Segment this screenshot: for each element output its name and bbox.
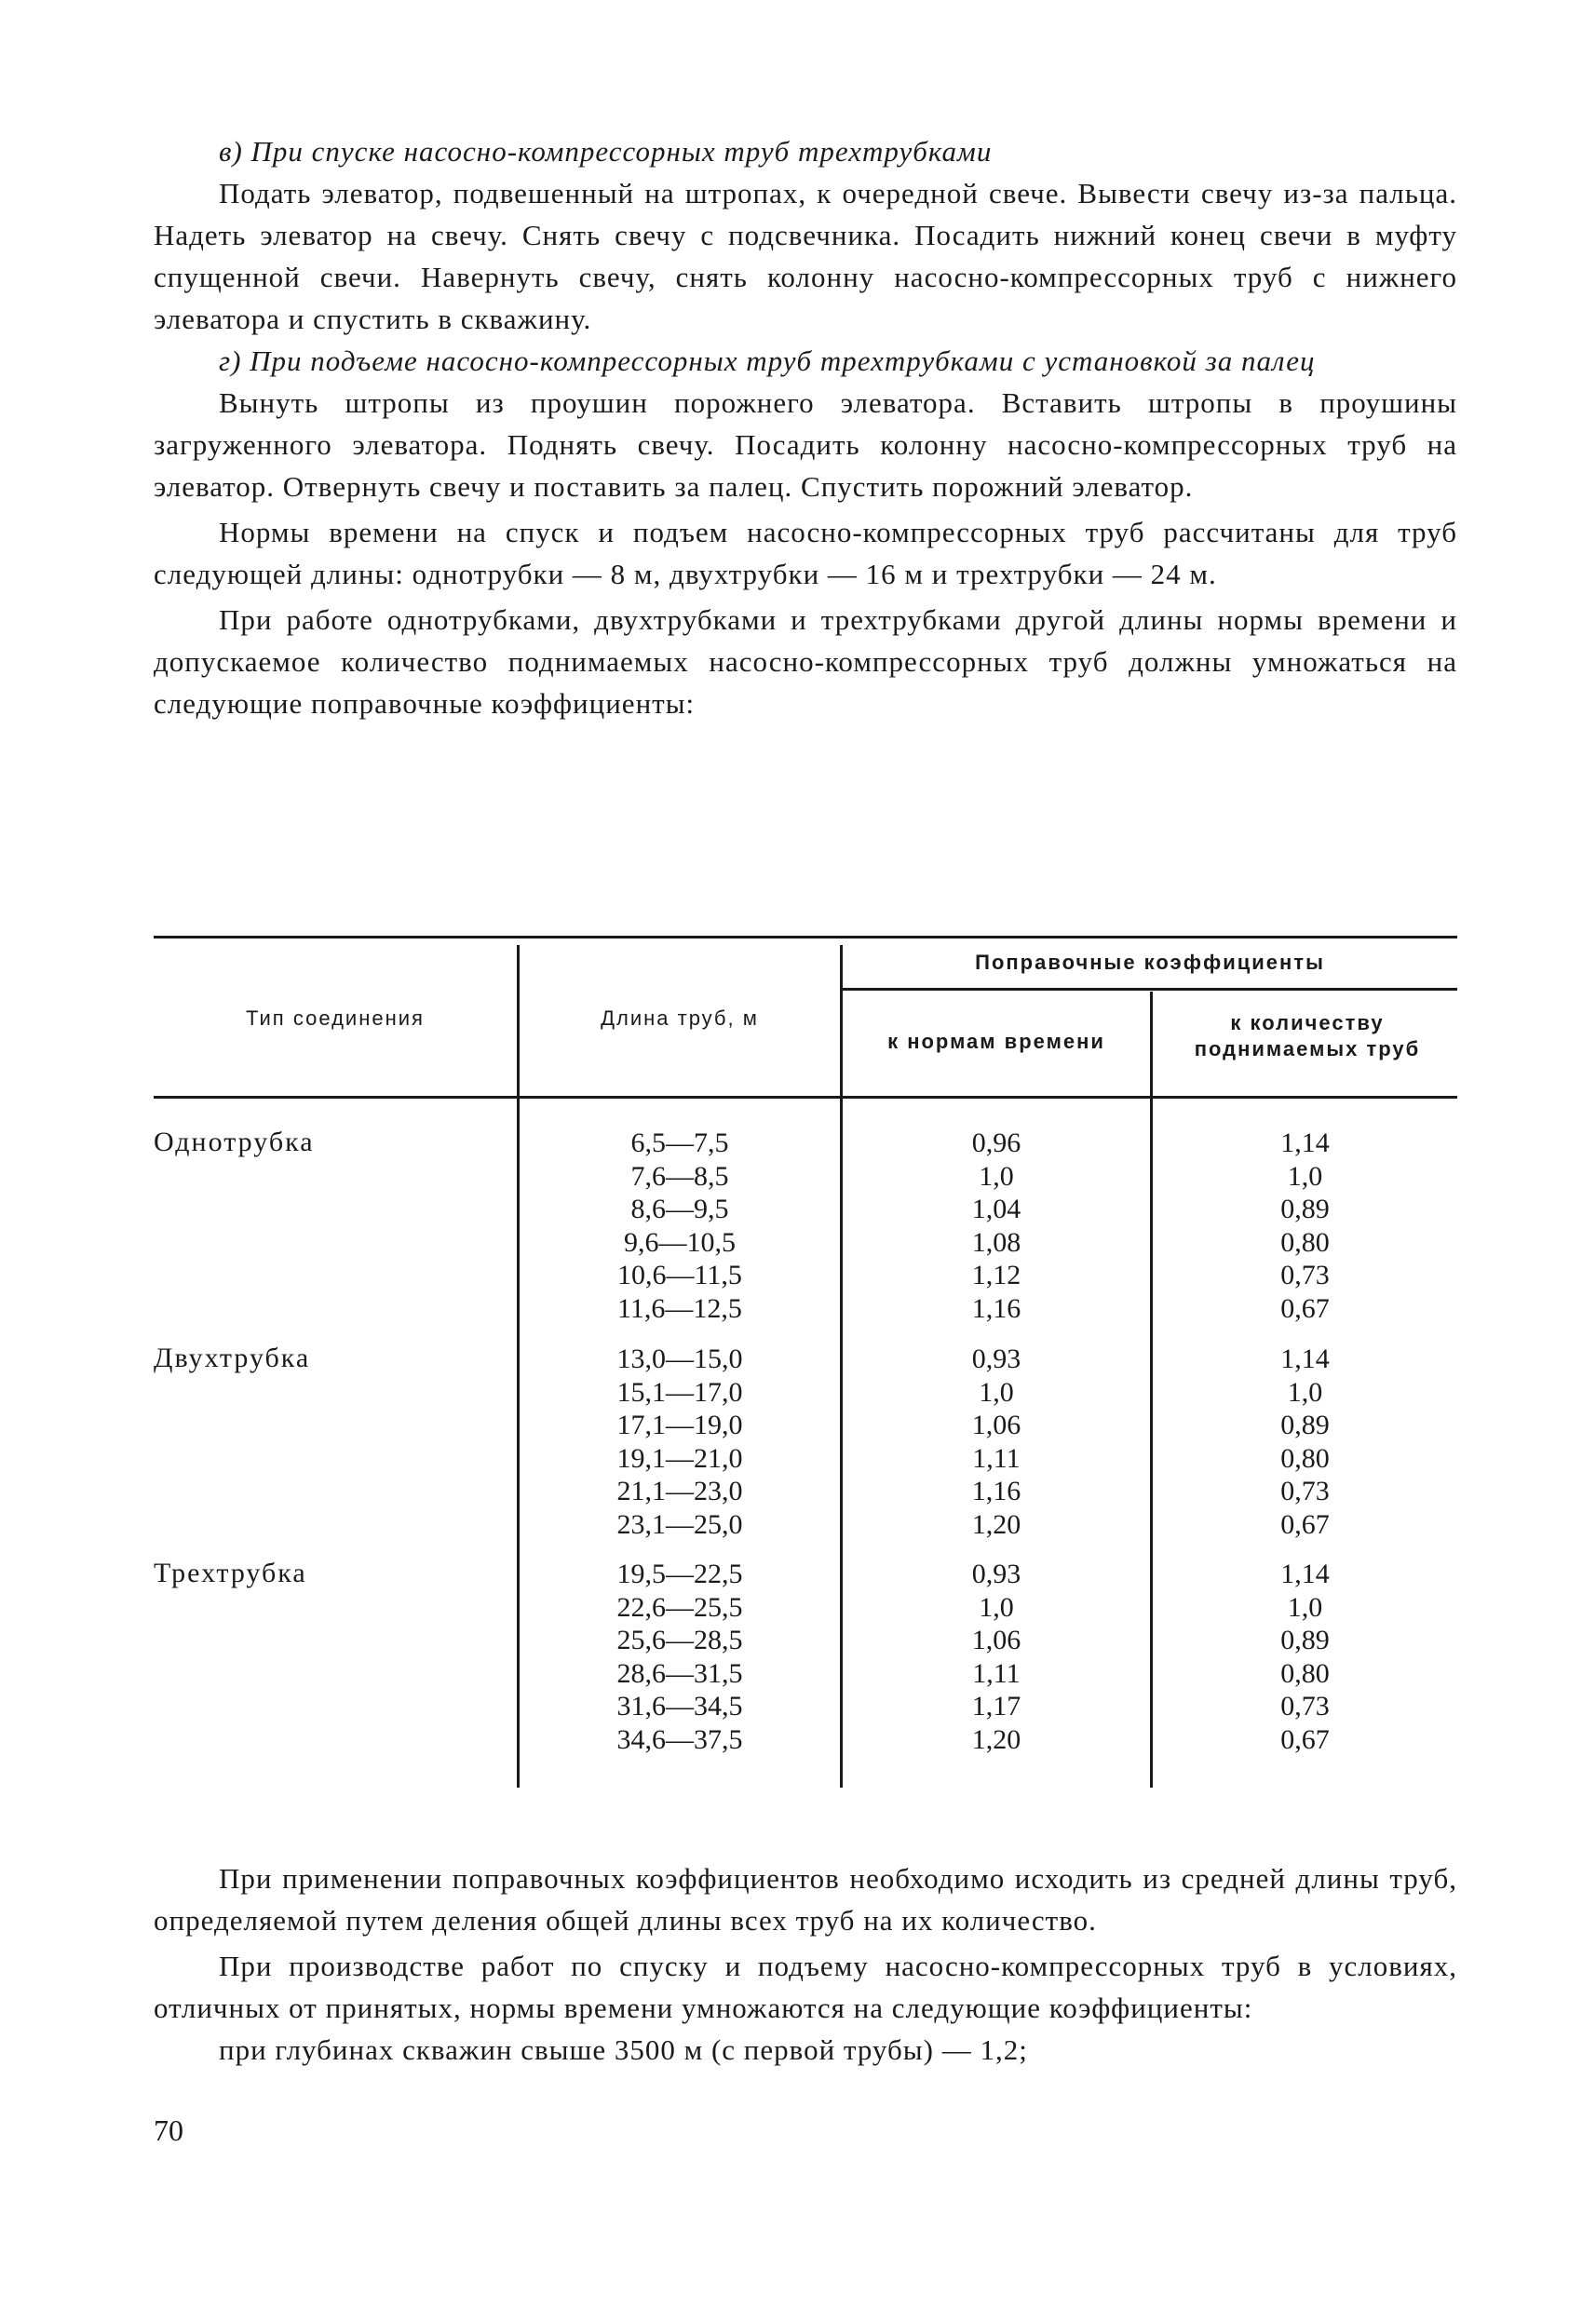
table-cell: 9,6—10,5 <box>624 1226 736 1258</box>
table-cell: 28,6—31,5 <box>616 1657 743 1689</box>
time-coef-column <box>843 1558 1150 1756</box>
table-cell: 1,0 <box>1287 1160 1323 1192</box>
header-type: Тип соединения <box>246 1006 425 1030</box>
table-cell: 17,1—19,0 <box>616 1410 743 1440</box>
qty-coef-column <box>1153 1127 1457 1325</box>
table-cell: 10,6—11,5 <box>617 1260 742 1290</box>
table-cell: 0,73 <box>1280 1476 1330 1506</box>
table-cell: 1,06 <box>971 1410 1021 1440</box>
connection-type: Однотрубка <box>154 1127 315 1157</box>
table-cell: 1,11 <box>972 1657 1021 1689</box>
table-cell: 1,16 <box>971 1476 1021 1506</box>
page-number: 70 <box>154 2113 183 2147</box>
table-cell: 0,80 <box>1280 1442 1330 1474</box>
text-block-top <box>154 130 1457 724</box>
table-cell: 0,89 <box>1280 1625 1330 1655</box>
table-cell: 1,08 <box>971 1226 1021 1258</box>
table-cell: 0,73 <box>1280 1691 1330 1722</box>
table-cell: 0,80 <box>1280 1226 1330 1258</box>
paragraph-v: Подать элеватор, подвешенный на штропах, к очередной свече. Вывести свечу из-за пальца. Надеть элеватор на свечу. Снять свечу с подсвечника. Посадить нижний конец свечи в муфту спущенной свечи. Навернуть свечу, снять колонну насосно-компрессорных труб с нижнего элеватора и спустить в скважину. <box>154 177 1457 335</box>
table-cell: 22,6—25,5 <box>616 1591 743 1623</box>
paragraph-conditions: При производстве работ по спуску и подъему насосно-компрессорных труб в условиях, отличных от принятых, нормы времени умножаются на следующие коэффициенты: <box>154 1950 1457 2024</box>
table-cell: 8,6—9,5 <box>630 1194 729 1224</box>
table-cell: 0,67 <box>1280 1723 1330 1755</box>
table-cell: 1,20 <box>971 1508 1021 1540</box>
table-cell: 1,14 <box>1280 1127 1330 1158</box>
table-cell: 25,6—28,5 <box>616 1625 743 1655</box>
table-cell: 1,04 <box>971 1194 1021 1224</box>
paragraph-average-length: При применении поправочных коэффициентов необходимо исходить из средней длины труб, определяемой путем деления общей длины всех труб на их количество. <box>154 1862 1457 1937</box>
table-cell: 1,14 <box>1280 1559 1330 1589</box>
paragraph-norms: Нормы времени на спуск и подъем насосно-компрессорных труб рассчитаны для труб следующей длины: однотрубки — 8 м, двухтрубки — 16 м и трехтрубки — 24 м. <box>154 516 1457 590</box>
table-cell: 1,14 <box>1280 1344 1330 1374</box>
table-cell: 1,0 <box>979 1160 1014 1192</box>
length-column <box>520 1558 840 1756</box>
section-heading-v: в) При спуске насосно-компрессорных труб трехтрубками <box>219 135 993 168</box>
table-cell: 1,16 <box>971 1292 1021 1324</box>
connection-type: Трехтрубка <box>154 1558 307 1588</box>
header-pipe-quantity: к количеству поднимаемых труб <box>1194 1011 1421 1060</box>
table-cell: 0,93 <box>971 1344 1021 1374</box>
table-cell: 31,6—34,5 <box>616 1691 743 1722</box>
table-cell: 34,6—37,5 <box>616 1723 743 1755</box>
table-cell: 1,0 <box>979 1376 1014 1408</box>
table-cell: 6,5—7,5 <box>630 1127 729 1158</box>
table-cell: 19,1—21,0 <box>616 1442 743 1474</box>
header-correction-group: Поправочные коэффициенты <box>975 951 1325 974</box>
paragraph-depth: при глубинах скважин свыше 3500 м (с первой трубы) — 1,2; <box>219 2033 1028 2066</box>
table-cell: 1,11 <box>972 1442 1021 1474</box>
table-cell: 0,80 <box>1280 1657 1330 1689</box>
table-cell: 1,0 <box>979 1591 1014 1623</box>
correction-coefficients-table <box>154 936 1457 1788</box>
qty-coef-column <box>1153 1558 1457 1756</box>
table-cell: 7,6—8,5 <box>630 1160 729 1192</box>
table-cell: 19,5—22,5 <box>616 1559 743 1589</box>
table-cell: 0,93 <box>971 1559 1021 1589</box>
table-cell: 15,1—17,0 <box>616 1376 743 1408</box>
header-bottom-rule <box>154 1096 1457 1099</box>
table-cell: 0,73 <box>1280 1260 1330 1290</box>
section-heading-g: г) При подъеме насосно-компрессорных труб трехтрубками с установкой за палец <box>219 344 1316 377</box>
time-coef-column <box>843 1343 1150 1541</box>
table-cell: 0,67 <box>1280 1292 1330 1324</box>
table-cell: 0,89 <box>1280 1410 1330 1440</box>
table-cell: 21,1—23,0 <box>616 1476 743 1506</box>
table-cell: 11,6—12,5 <box>617 1292 742 1324</box>
table-cell: 1,17 <box>971 1691 1021 1722</box>
table-cell: 1,0 <box>1287 1376 1323 1408</box>
paragraph-g: Вынуть штропы из проушин порожнего элеватора. Вставить штропы в проушины загруженного элеватора. Поднять свечу. Посадить колонну насосно-компрессорных труб на элеватор. Отвернуть свечу и поставить за палец. Спустить порожний элеватор. <box>154 386 1457 503</box>
table-cell: 0,67 <box>1280 1508 1330 1540</box>
header-length: Длина труб, м <box>601 1006 759 1030</box>
table-cell: 1,20 <box>971 1723 1021 1755</box>
header-time-norms: к нормам времени <box>887 1030 1105 1053</box>
table-cell: 1,0 <box>1287 1591 1323 1623</box>
table-cell: 1,12 <box>971 1260 1021 1290</box>
table-cell: 0,89 <box>1280 1194 1330 1224</box>
length-column <box>520 1343 840 1541</box>
time-coef-column <box>843 1127 1150 1325</box>
table-cell: 13,0—15,0 <box>616 1344 743 1374</box>
table-cell: 0,96 <box>971 1127 1021 1158</box>
table-cell: 1,06 <box>971 1625 1021 1655</box>
connection-type: Двухтрубка <box>154 1343 311 1373</box>
paragraph-other-lengths: При работе однотрубками, двухтрубками и трехтрубками другой длины нормы времени и допускаемое количество поднимаемых насосно-компрессорных труб должны умножаться на следующие поправочные коэффициенты: <box>154 603 1457 720</box>
table-top-rule <box>154 936 1457 938</box>
table-cell: 23,1—25,0 <box>616 1508 743 1540</box>
text-block-bottom <box>154 1857 1457 2071</box>
header-group-rule <box>840 988 1457 991</box>
length-column <box>520 1127 840 1325</box>
qty-coef-column <box>1153 1343 1457 1541</box>
